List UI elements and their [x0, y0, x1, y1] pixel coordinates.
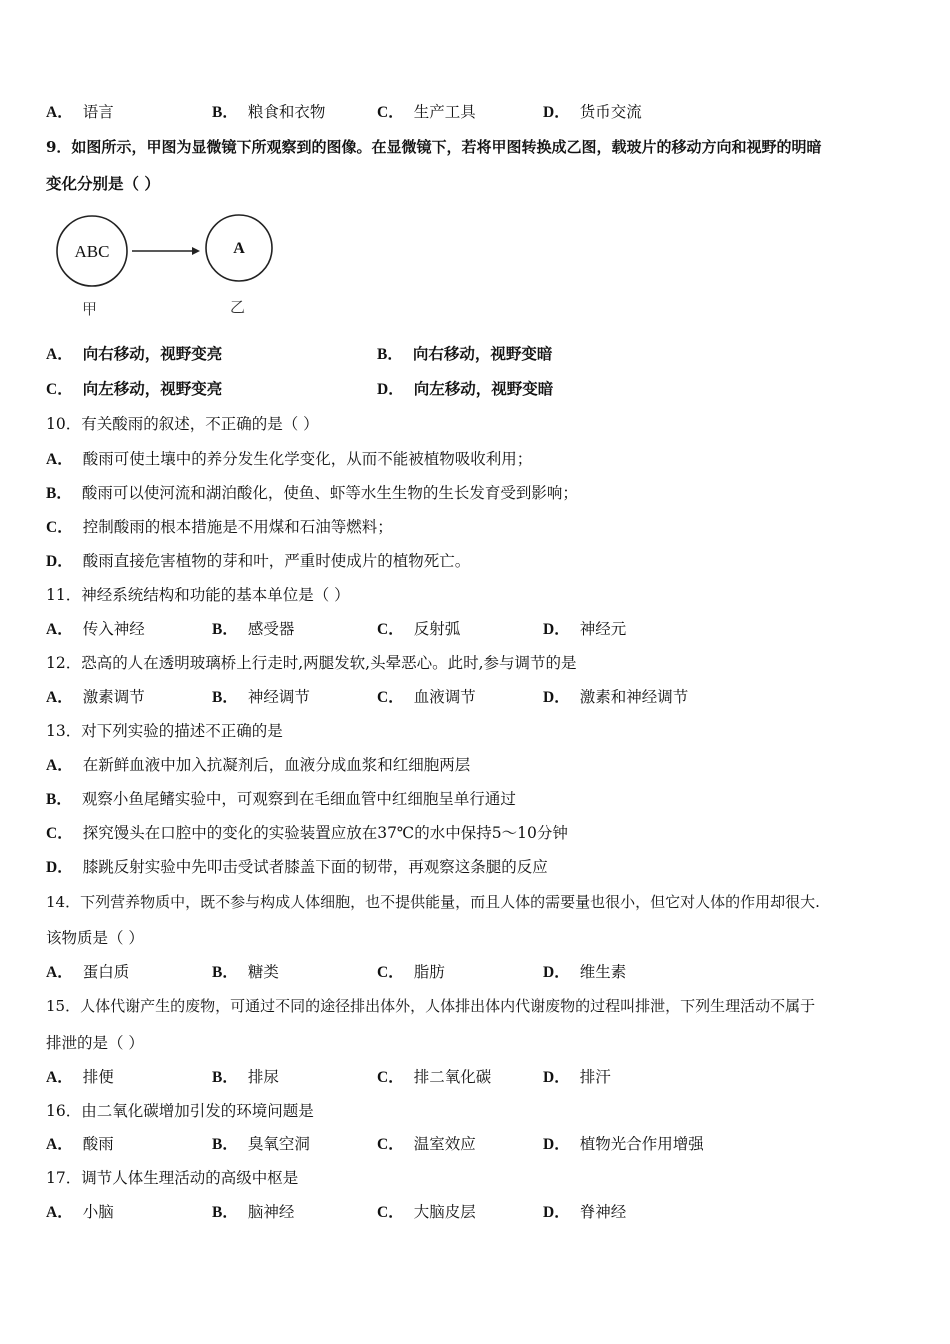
q17-option-b: B． 脑神经	[212, 1203, 295, 1221]
yi-label: 乙	[230, 298, 246, 316]
q12-option-a: A． 激素调节	[46, 688, 145, 706]
q9-stem-line1: 9．如图所示，甲图为显微镜下所观察到的图像。在显微镜下，若将甲图转换成乙图，载玻片的移动方向和视野的明暗	[46, 138, 822, 156]
q15-option-c: C． 排二氧化碳	[377, 1068, 492, 1086]
q17-option-c: C． 大脑皮层	[377, 1203, 476, 1221]
q9-option-b: B． 向右移动，视野变暗	[377, 344, 553, 363]
q13-stem: 13．对下列实验的描述不正确的是	[46, 722, 283, 740]
q9-option-a: A． 向右移动，视野变亮	[46, 344, 223, 363]
q15-option-d: D． 排汗	[543, 1068, 611, 1086]
q17-option-d: D． 脊神经	[543, 1203, 627, 1221]
q9-option-d: D． 向左移动，视野变暗	[377, 379, 554, 398]
q9-figure	[46, 206, 286, 324]
yi-circle-text: A	[233, 240, 245, 257]
q11-stem: 11．神经系统结构和功能的基本单位是（ ）	[46, 586, 350, 604]
q15-stem-line1: 15．人体代谢产生的废物，可通过不同的途径排出体外，人体排出体内代谢废物的过程叫排泄，下列生理活动不属于	[46, 997, 816, 1015]
q17-option-a: A． 小脑	[46, 1203, 114, 1221]
q10-option-b: B． 酸雨可以使河流和湖泊酸化，使鱼、虾等水生生物的生长发育受到影响；	[46, 484, 578, 502]
q16-option-c: C． 温室效应	[377, 1135, 476, 1153]
q10-option-a: A． 酸雨可使土壤中的养分发生化学变化，从而不能被植物吸收利用；	[46, 450, 533, 468]
q16-option-b: B． 臭氧空洞	[212, 1135, 310, 1153]
q16-option-a: A． 酸雨	[46, 1135, 114, 1153]
q13-option-a: A． 在新鲜血液中加入抗凝剂后，血液分成血浆和红细胞两层	[46, 756, 471, 774]
q8-option-b: B． 粮食和衣物	[212, 103, 326, 121]
q17-stem: 17．调节人体生理活动的高级中枢是	[46, 1169, 299, 1187]
q12-stem: 12．恐高的人在透明玻璃桥上行走时,两腿发软,头晕恶心。此时,参与调节的是	[46, 654, 577, 672]
q8-option-d: D． 货币交流	[543, 103, 642, 121]
jia-circle-text: ABC	[74, 242, 110, 261]
q14-option-c: C． 脂肪	[377, 963, 445, 981]
q15-option-b: B． 排尿	[212, 1068, 279, 1086]
q9-option-c: C． 向左移动，视野变亮	[46, 379, 223, 398]
jia-label: 甲	[82, 300, 98, 318]
q14-option-a: A． 蛋白质	[46, 963, 130, 981]
q13-option-d: D． 膝跳反射实验中先叩击受试者膝盖下面的韧带，再观察这条腿的反应	[46, 858, 548, 876]
q15-option-a: A． 排便	[46, 1068, 114, 1086]
q14-stem-line2: 该物质是（ ）	[46, 929, 144, 947]
q9-stem-line2: 变化分别是（ ）	[46, 174, 160, 193]
arrow-head-icon	[192, 247, 200, 255]
q15-stem-line2: 排泄的是（ ）	[46, 1034, 144, 1052]
q12-option-b: B． 神经调节	[212, 688, 310, 706]
q16-option-d: D． 植物光合作用增强	[543, 1135, 704, 1153]
q10-option-d: D． 酸雨直接危害植物的芽和叶，严重时使成片的植物死亡。	[46, 552, 471, 570]
q10-option-c: C． 控制酸雨的根本措施是不用煤和石油等燃料；	[46, 518, 393, 536]
q11-option-c: C． 反射弧	[377, 620, 461, 638]
q12-option-d: D． 激素和神经调节	[543, 688, 689, 706]
q14-option-b: B． 糖类	[212, 963, 279, 981]
q16-stem: 16．由二氧化碳增加引发的环境问题是	[46, 1102, 314, 1120]
q11-option-d: D． 神经元	[543, 620, 627, 638]
q11-option-b: B． 感受器	[212, 620, 295, 638]
q12-option-c: C． 血液调节	[377, 688, 476, 706]
q8-option-c: C． 生产工具	[377, 103, 476, 121]
q8-option-a: A． 语言	[46, 103, 114, 121]
q11-option-a: A． 传入神经	[46, 620, 145, 638]
q13-option-c: C． 探究馒头在口腔中的变化的实验装置应放在37℃的水中保持5～10分钟	[46, 824, 568, 842]
q14-stem-line1: 14．下列营养物质中，既不参与构成人体细胞，也不提供能量，而且人体的需要量也很小，但它对人体的作用却很大.	[46, 893, 820, 911]
q10-stem: 10．有关酸雨的叙述，不正确的是（ ）	[46, 415, 319, 433]
q14-option-d: D． 维生素	[543, 963, 627, 981]
q13-option-b: B． 观察小鱼尾鳍实验中，可观察到在毛细血管中红细胞呈单行通过	[46, 790, 516, 808]
